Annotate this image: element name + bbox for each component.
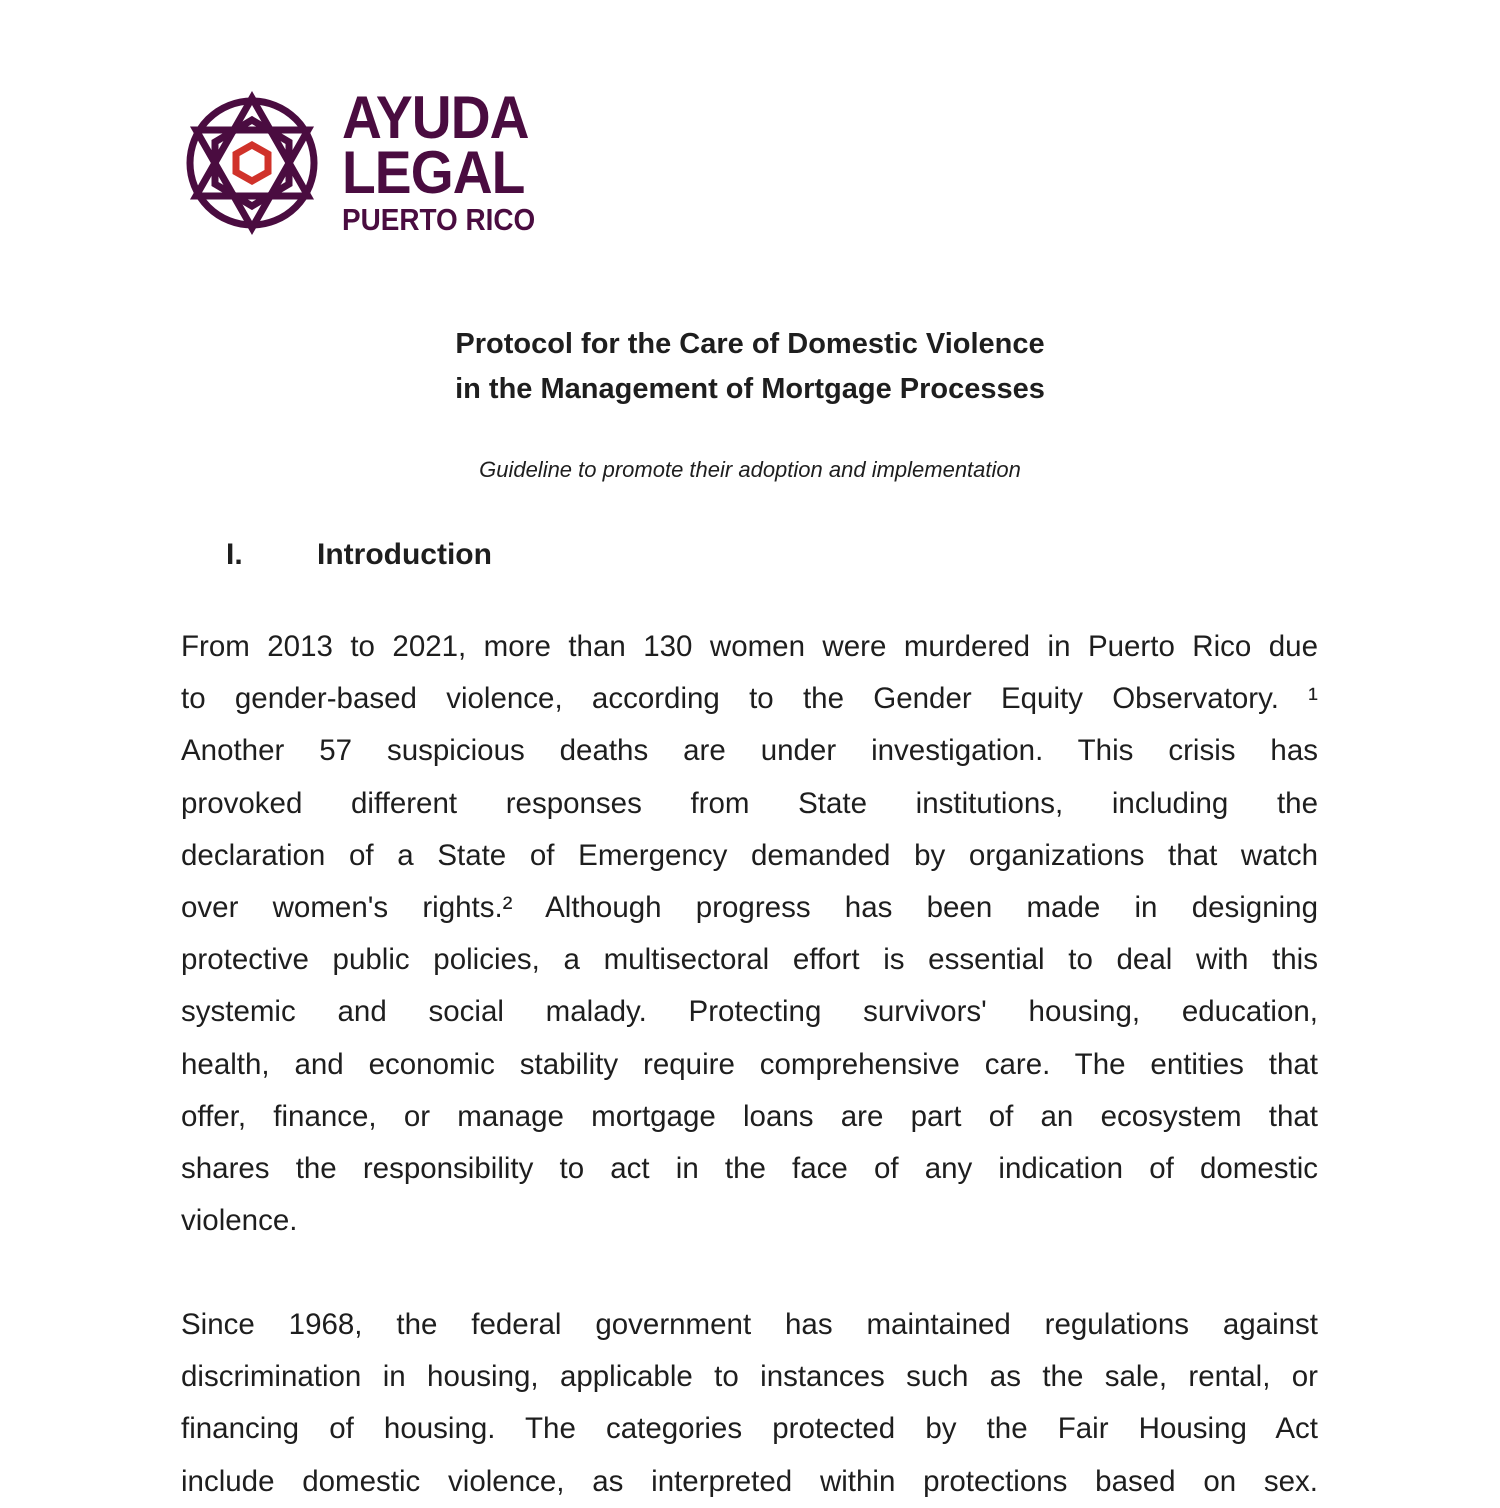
text-line: financing of housing. The categories protected by the Fair Housing Act [181,1412,1318,1446]
text-line: From 2013 to 2021, more than 130 women were murdered in Puerto Rico due [181,630,1318,663]
organization-logo [182,84,572,238]
text-line: to gender-based violence, according to the Gender Equity Observatory. ¹ [181,682,1318,716]
logo-emblem-icon [182,90,322,236]
text-line: health, and economic stability require comprehensive care. The entities that [181,1047,1318,1081]
text-line: systemic and social malady. Protecting survivors' housing, education, [181,995,1318,1029]
section-number: I. [226,538,243,571]
title-line-1: Protocol for the Care of Domestic Violence [455,328,1045,360]
text-line: provoked different responses from State institutions, including the [181,786,1318,820]
text-line: protective public policies, a multisectoral effort is essential to deal with this [181,943,1318,977]
text-line: discrimination in housing, applicable to instances such as the sale, rental, or [181,1360,1318,1394]
text-line: Since 1968, the federal government has maintained regulations against [181,1308,1318,1341]
document-subtitle: Guideline to promote their adoption and implementation [479,457,1021,482]
paragraph-2 [181,1299,1318,1508]
text-line: over women's rights.² Although progress has been made in designing [181,890,1318,924]
text-line: shares the responsibility to act in the face of any indication of domestic [181,1151,1318,1185]
logo-line-2: LEGAL [342,139,525,206]
paragraph-1 [181,621,1318,1247]
logo-line-1: AYUDA [342,84,529,151]
text-line: Another 57 suspicious deaths are under investigation. This crisis has [181,734,1318,768]
text-line: offer, finance, or manage mortgage loans are part of an ecosystem that [181,1099,1318,1133]
logo-line-3: PUERTO RICO [342,202,536,237]
text-line: violence. [181,1204,298,1238]
title-line-2: in the Management of Mortgage Processes [455,373,1045,405]
text-line: include domestic violence, as interpreted within protections based on sex. [181,1464,1318,1498]
text-line: declaration of a State of Emergency demanded by organizations that watch [181,838,1318,872]
document-title [0,322,1500,412]
section-heading: Introduction [317,538,492,571]
